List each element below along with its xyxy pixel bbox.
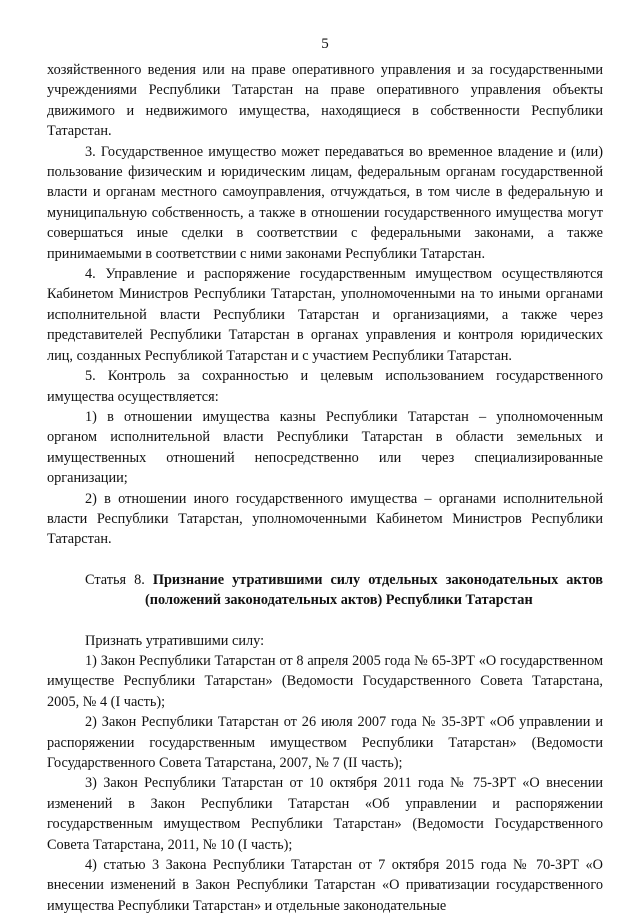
list-item: 1) Закон Республики Татарстан от 8 апреля 2005 года № 65-ЗРТ «О государственном имуществе Республики Татарстан» (Ведомости Государственного Совета Татарстана, 2005, № 4 (I часть); xyxy=(47,652,603,710)
article-8-intro: Признать утратившими силу: xyxy=(85,632,265,649)
article-8-heading xyxy=(47,570,603,611)
article-8-heading-text xyxy=(47,570,603,611)
paragraph-continuation: хозяйственного ведения или на праве оперативного управления и за государственными учреждениями Республики Татарстан на праве оперативного управления объекты движимого и недвижимого имущества, находящиеся в собственности Республики Татарстан. xyxy=(47,62,603,140)
list-item: 2) Закон Республики Татарстан от 26 июля 2007 года № 35-ЗРТ «Об управлении и распоряжении государственным имуществом Республики Татарстан» (Ведомости Государственного Совета Татарстана, 2007, № 7 (II часть); xyxy=(47,714,603,771)
article-8-label: Статья 8. xyxy=(85,571,145,588)
paragraph-5-item-1: 1) в отношении имущества казны Республики Татарстан – уполномоченным органом исполнительной власти Республики Татарстан в области земельных и имущественных отношений непосредственно или через специализированные организации; xyxy=(47,408,603,487)
article-8-title: Признание утратившими силу отдельных законодательных актов (положений законодательных актов) Республики Татарстан xyxy=(145,571,604,609)
paragraph-4: 4. Управление и распоряжение государственным имуществом осуществляются Кабинетом Министров Республики Татарстан, уполномоченными на то иными органами исполнительной власти Республики Татарстан и организациями, а также через представителей Республики Татарстан в органах управления и контроля юридических лиц, созданных Республикой Татарстан и с участием Республики Татарстан. xyxy=(47,266,603,364)
paragraph-3: 3. Государственное имущество может передаваться во временное владение и (или) пользование физическим и юридическим лицам, федеральным органам государственной власти и органам местного самоуправления, отчуждаться, в том числе в федеральную и муниципальную собственность, а также в отношении государственного имущества могут совершаться иные сделки в соответствии с федеральными законами, а также принимаемыми в соответствии с ними законами Республики Татарстан. xyxy=(47,143,603,262)
list-item: 4) статью 3 Закона Республики Татарстан от 7 октября 2015 года № 70-ЗРТ «О внесении изменений в Закон Республики Татарстан «О приватизации государственного имущества Республики Татарстан» и отдельные законодательные xyxy=(47,857,603,914)
page-number: 5 xyxy=(321,36,329,52)
paragraph-5: 5. Контроль за сохранностью и целевым использованием государственного имущества осуществляется: xyxy=(47,368,603,405)
paragraph-5-item-2: 2) в отношении иного государственного имущества – органами исполнительной власти Республики Татарстан, уполномоченными Кабинетом Министров Республики Татарстан. xyxy=(47,490,603,548)
list-item: 3) Закон Республики Татарстан от 10 октября 2011 года № 75-ЗРТ «О внесении изменений в Закон Республики Татарстан «Об управлении и распоряжении государственным имуществом Республики Татарстан» (Ведомости Государственного Совета Татарстана, 2011, № 10 (I часть); xyxy=(47,775,603,853)
document-page xyxy=(47,34,603,916)
